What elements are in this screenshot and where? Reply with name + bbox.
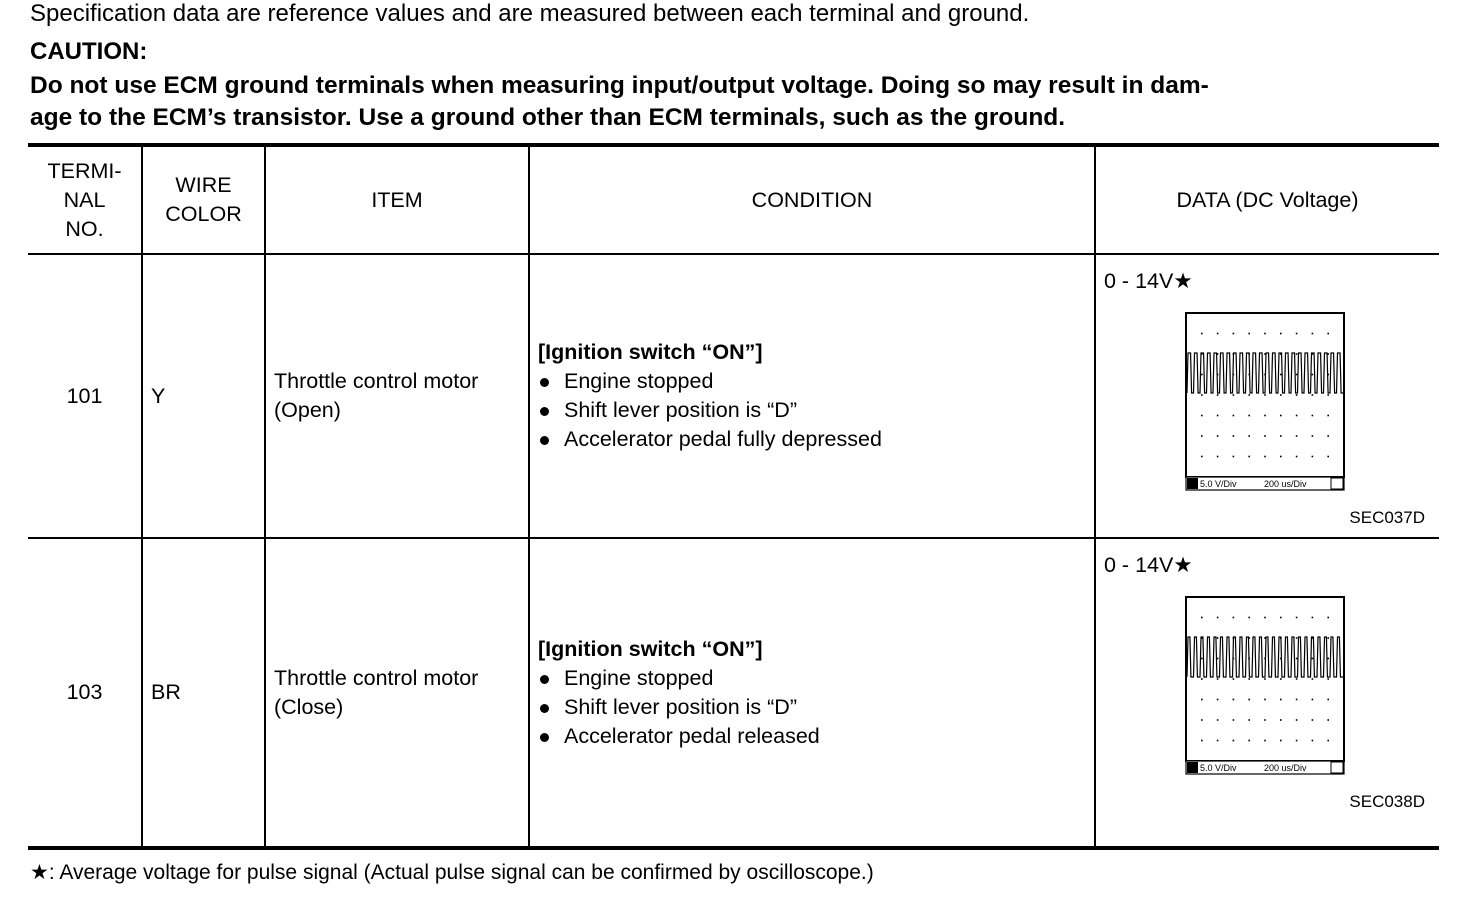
list-item	[538, 396, 1094, 425]
grid-dot	[1217, 617, 1219, 619]
grid-dot	[1233, 435, 1235, 437]
grid-dot	[1264, 740, 1266, 742]
caution-line-1: Do not use ECM ground terminals when measuring input/output voltage. Doing so may result in dam-	[30, 72, 1209, 99]
grid-dot	[1264, 415, 1266, 417]
item-name: Throttle control motor	[274, 369, 479, 393]
grid-dot	[1201, 456, 1203, 458]
grid-dot	[1233, 740, 1235, 742]
grid-dot	[1327, 435, 1329, 437]
grid-dot	[1248, 394, 1250, 396]
grid-dot	[1201, 415, 1203, 417]
grid-dot	[1233, 678, 1235, 680]
grid-dot	[1233, 394, 1235, 396]
list-item	[538, 425, 1094, 454]
bullet-icon	[540, 436, 549, 445]
grid-dot	[1312, 435, 1314, 437]
grid-dot	[1296, 435, 1298, 437]
grid-dot	[1201, 617, 1203, 619]
grid-dot	[1201, 678, 1203, 680]
voltage-value: 0 - 14V★	[1104, 553, 1193, 577]
condition-text: Engine stopped	[564, 369, 714, 393]
grid-dot	[1312, 658, 1314, 660]
grid-dot	[1201, 435, 1203, 437]
grid-dot	[1217, 415, 1219, 417]
grid-dot	[1280, 333, 1282, 335]
grid-dot	[1327, 719, 1329, 721]
grid-dot	[1248, 415, 1250, 417]
grid-dot	[1201, 394, 1203, 396]
grid-dot	[1312, 456, 1314, 458]
grid-dot	[1296, 374, 1298, 376]
grid-dot	[1280, 374, 1282, 376]
pulse-waveform	[1187, 353, 1343, 393]
grid-dot	[1296, 740, 1298, 742]
condition-text: Shift lever position is “D”	[564, 398, 797, 422]
grid-dot	[1201, 699, 1203, 701]
grid-dot	[1280, 699, 1282, 701]
grid-dot	[1312, 394, 1314, 396]
grid-dot	[1201, 333, 1203, 335]
scope-grid	[1201, 333, 1329, 458]
grid-dot	[1280, 617, 1282, 619]
grid-dot	[1233, 333, 1235, 335]
grid-dot	[1248, 456, 1250, 458]
data-cell	[1095, 538, 1439, 848]
item-mode: (Close)	[274, 694, 344, 719]
condition-cell	[529, 254, 1095, 538]
grid-dot	[1217, 699, 1219, 701]
grid-dot	[1327, 637, 1329, 639]
list-item	[538, 664, 1094, 693]
grid-dot	[1248, 740, 1250, 742]
grid-dot	[1312, 678, 1314, 680]
caution-title: CAUTION:	[30, 38, 148, 65]
grid-dot	[1233, 719, 1235, 721]
scope-time-div: 200 us/Div	[1264, 763, 1307, 773]
terminal-number: 103	[28, 538, 142, 848]
bullet-icon	[540, 733, 549, 742]
list-item	[538, 693, 1094, 722]
grid-dot	[1264, 719, 1266, 721]
header-terminal-no	[28, 145, 142, 254]
table-header-row	[28, 145, 1439, 254]
grid-dot	[1327, 333, 1329, 335]
grid-dot	[1248, 617, 1250, 619]
grid-dot	[1280, 740, 1282, 742]
grid-dot	[1312, 740, 1314, 742]
data-cell	[1095, 254, 1439, 538]
header-wire-line2: COLOR	[165, 202, 242, 226]
intro-text: Specification data are reference values and are measured between each terminal and ground.	[30, 0, 1030, 27]
grid-dot	[1201, 740, 1203, 742]
header-data: DATA (DC Voltage)	[1095, 145, 1439, 254]
condition-list	[538, 664, 1094, 751]
grid-dot	[1280, 678, 1282, 680]
grid-dot	[1280, 456, 1282, 458]
grid-dot	[1201, 374, 1203, 376]
grid-dot	[1217, 333, 1219, 335]
grid-dot	[1327, 617, 1329, 619]
grid-dot	[1248, 678, 1250, 680]
terminal-spec-table	[28, 143, 1439, 850]
condition-cell	[529, 538, 1095, 848]
grid-dot	[1264, 678, 1266, 680]
caution-text	[30, 70, 1442, 134]
grid-dot	[1248, 719, 1250, 721]
grid-dot	[1327, 699, 1329, 701]
grid-dot	[1264, 699, 1266, 701]
grid-dot	[1327, 678, 1329, 680]
grid-dot	[1327, 415, 1329, 417]
grid-dot	[1296, 637, 1298, 639]
table-row	[28, 254, 1439, 538]
wire-color: BR	[142, 538, 265, 848]
grid-dot	[1327, 394, 1329, 396]
figure-id: SEC038D	[1349, 792, 1425, 811]
grid-dot	[1280, 719, 1282, 721]
header-condition: CONDITION	[529, 145, 1095, 254]
grid-dot	[1312, 719, 1314, 721]
grid-dot	[1312, 333, 1314, 335]
grid-dot	[1312, 617, 1314, 619]
grid-dot	[1296, 333, 1298, 335]
grid-dot	[1264, 435, 1266, 437]
grid-dot	[1264, 394, 1266, 396]
bullet-icon	[540, 407, 549, 416]
grid-dot	[1280, 415, 1282, 417]
grid-dot	[1296, 415, 1298, 417]
grid-dot	[1296, 678, 1298, 680]
grid-dot	[1327, 456, 1329, 458]
oscilloscope-waveform-icon	[1182, 309, 1348, 493]
wire-color: Y	[142, 254, 265, 538]
item-cell	[265, 538, 529, 848]
header-terminal-line3: NO.	[65, 216, 104, 241]
item-name: Throttle control motor	[274, 665, 479, 690]
scope-volt-div: 5.0 V/Div	[1200, 763, 1237, 773]
table-row	[28, 538, 1439, 848]
grid-dot	[1217, 740, 1219, 742]
grid-dot	[1312, 374, 1314, 376]
grid-dot	[1296, 394, 1298, 396]
grid-dot	[1217, 719, 1219, 721]
grid-dot	[1296, 456, 1298, 458]
header-item: ITEM	[265, 145, 529, 254]
item-mode: (Open)	[274, 398, 341, 422]
grid-dot	[1248, 699, 1250, 701]
grid-dot	[1201, 658, 1203, 660]
condition-text: Engine stopped	[564, 665, 714, 690]
condition-text: Shift lever position is “D”	[564, 694, 797, 719]
grid-dot	[1312, 699, 1314, 701]
grid-dot	[1248, 333, 1250, 335]
grid-dot	[1327, 658, 1329, 660]
header-wire-line1: WIRE	[175, 173, 232, 197]
grid-dot	[1217, 456, 1219, 458]
grid-dot	[1296, 658, 1298, 660]
scope-time-div: 200 us/Div	[1264, 479, 1307, 489]
condition-heading: [Ignition switch “ON”]	[538, 340, 763, 364]
grid-dot	[1264, 456, 1266, 458]
condition-list	[538, 367, 1094, 454]
scope-volt-div: 5.0 V/Div	[1200, 479, 1237, 489]
condition-text: Accelerator pedal fully depressed	[564, 427, 882, 451]
caution-line-2: age to the ECM’s transistor. Use a ground other than ECM terminals, such as the ground.	[30, 104, 1066, 131]
grid-dot	[1217, 637, 1219, 639]
header-terminal-line1: TERMI-	[47, 158, 122, 183]
pulse-waveform	[1187, 637, 1343, 677]
grid-dot	[1296, 699, 1298, 701]
figure-id: SEC037D	[1349, 508, 1425, 527]
grid-dot	[1217, 678, 1219, 680]
grid-dot	[1233, 415, 1235, 417]
grid-dot	[1233, 456, 1235, 458]
list-item	[538, 722, 1094, 751]
terminal-number: 101	[28, 254, 142, 538]
grid-dot	[1280, 394, 1282, 396]
grid-dot	[1201, 719, 1203, 721]
grid-dot	[1264, 617, 1266, 619]
header-terminal-line2: NAL	[63, 187, 106, 212]
condition-text: Accelerator pedal released	[564, 723, 820, 748]
grid-dot	[1296, 719, 1298, 721]
bullet-icon	[540, 378, 549, 387]
grid-dot	[1296, 617, 1298, 619]
bullet-icon	[540, 704, 549, 713]
grid-dot	[1312, 415, 1314, 417]
bullet-icon	[540, 675, 549, 684]
grid-dot	[1296, 353, 1298, 355]
grid-dot	[1248, 435, 1250, 437]
header-wire-color	[142, 145, 265, 254]
oscilloscope-waveform-icon	[1182, 593, 1348, 777]
scope-grid	[1201, 617, 1329, 742]
grid-dot	[1264, 333, 1266, 335]
grid-dot	[1327, 740, 1329, 742]
condition-heading: [Ignition switch “ON”]	[538, 636, 763, 661]
list-item	[538, 367, 1094, 396]
item-cell	[265, 254, 529, 538]
footnote: ★: Average voltage for pulse signal (Actual pulse signal can be confirmed by oscilloscope.)	[30, 861, 874, 884]
grid-dot	[1217, 435, 1219, 437]
grid-dot	[1217, 394, 1219, 396]
grid-dot	[1280, 435, 1282, 437]
grid-dot	[1233, 617, 1235, 619]
voltage-value: 0 - 14V★	[1104, 269, 1193, 293]
grid-dot	[1233, 699, 1235, 701]
